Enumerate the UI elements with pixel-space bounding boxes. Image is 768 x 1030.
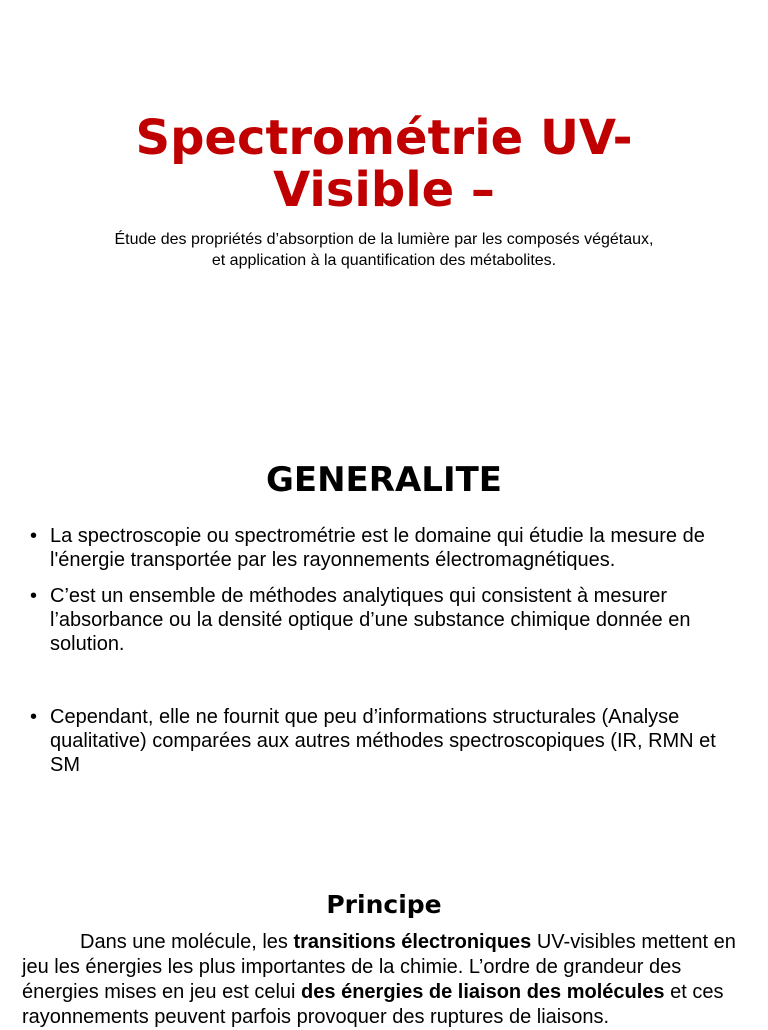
bullet-text: Cependant, elle ne fournit que peu d’informations structurales (Analyse qualitative) comparées aux autres méthodes spectroscopiques (IR, RMN et SM — [50, 706, 716, 776]
text-run: UV-visibles mettent en jeu les énergies les plus importantes de la chimie. L’ordre de grandeur des énergies mises en jeu est celui — [22, 931, 736, 1003]
presentation-subtitle: Étude des propriétés d’absorption de la lumière par les composés végétaux, et application à la quantification des métabolites. — [114, 231, 654, 269]
list-item — [30, 524, 740, 572]
bullet-icon: • — [30, 525, 38, 547]
bullet-icon: • — [30, 706, 38, 728]
principe-slide — [0, 880, 768, 1028]
bullet-text: C’est un ensemble de méthodes analytiques qui consistent à mesurer l’absorbance ou la densité optique d’une substance chimique donnée en solution. — [50, 585, 691, 655]
text-run: Dans une molécule, les — [80, 931, 294, 953]
list-item — [30, 705, 740, 777]
title-slide — [0, 0, 768, 384]
list-item — [30, 584, 740, 656]
principe-title: Principe — [326, 890, 442, 919]
presentation-title: Spectrométrie UV-Visible – — [135, 110, 633, 218]
bullet-text: La spectroscopie ou spectrométrie est le domaine qui étudie la mesure de l'énergie transportée par les rayonnements électromagnétiques. — [50, 525, 705, 571]
generalite-slide — [0, 440, 768, 840]
text-run: et ces rayonnements peuvent parfois provoquer des ruptures de liaisons. — [22, 981, 724, 1028]
bold-term: des énergies de liaison des molécules — [301, 981, 665, 1003]
generalite-bullet-list — [30, 524, 740, 777]
bullet-icon: • — [30, 585, 38, 607]
bold-term: transitions électroniques — [293, 931, 532, 953]
principe-paragraph — [22, 930, 742, 1030]
generalite-title: GENERALITE — [265, 460, 503, 500]
